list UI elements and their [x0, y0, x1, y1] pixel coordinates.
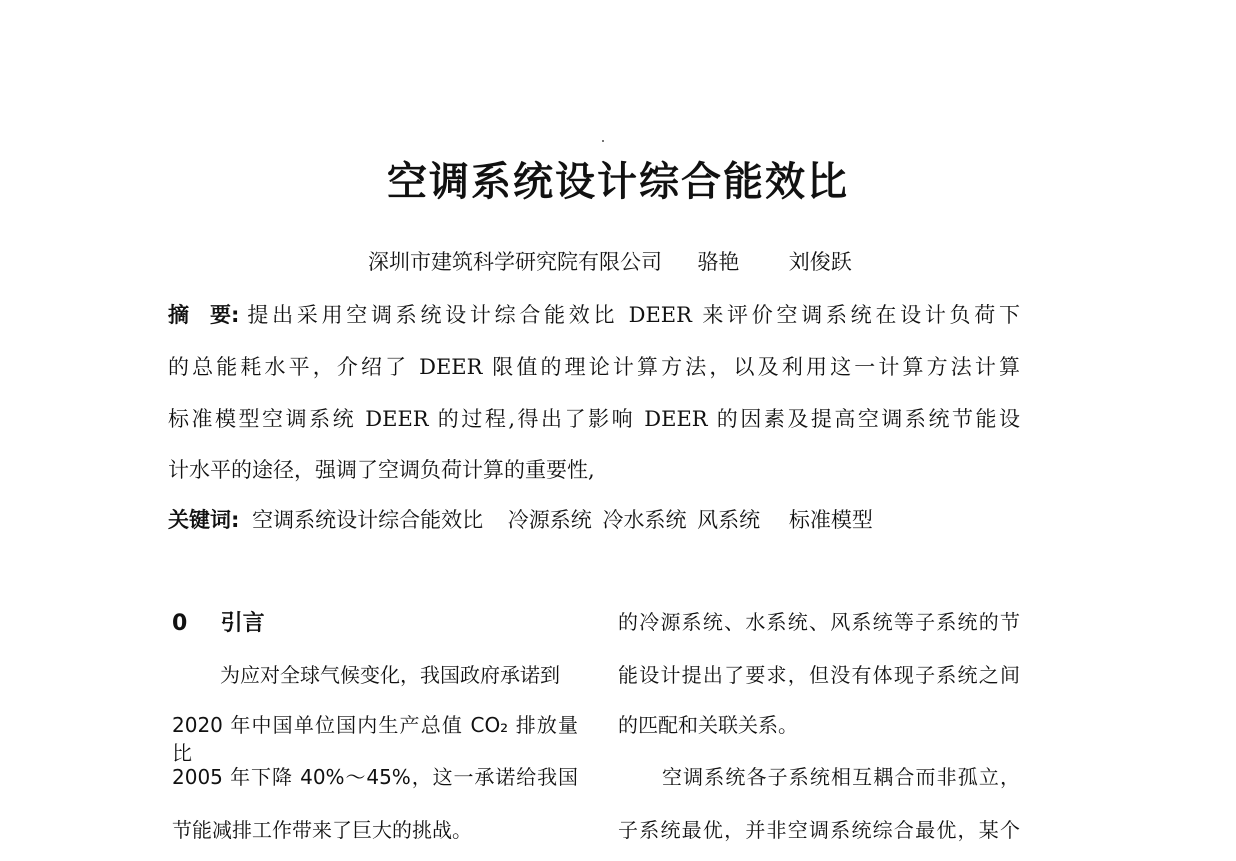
- keyword: 空调系统设计综合能效比: [252, 508, 484, 532]
- abstract-text: 计水平的途径，强调了空调负荷计算的重要性,: [168, 458, 595, 482]
- keyword: 冷源系统: [507, 508, 592, 532]
- body-line: 为应对全球气候变化，我国政府承诺到: [220, 663, 560, 687]
- section-heading: [172, 610, 265, 638]
- abstract-text: 标准模型空调系统 DEER 的过程,得出了影响 DEER 的因素及提高空调系统节能设: [168, 407, 1020, 431]
- abstract-line: [168, 301, 1020, 329]
- keyword: 风系统: [697, 508, 761, 532]
- abstract-label: 摘 要:: [168, 303, 240, 327]
- body-line: 2020 年中国单位国内生产总值 CO₂ 排放量比: [172, 713, 578, 765]
- keywords-label: 关键词:: [168, 508, 240, 532]
- body-line: 的匹配和关联关系。: [618, 713, 798, 737]
- section-number: 0: [172, 611, 188, 636]
- section-title: 引言: [220, 611, 265, 636]
- affiliation-line: [368, 248, 852, 276]
- abstract-text: 提出采用空调系统设计综合能效比 DEER 来评价空调系统在设计负荷下: [247, 303, 1020, 327]
- body-line: 2005 年下降 40%～45%，这一承诺给我国: [172, 765, 578, 789]
- keyword: 冷水系统: [602, 508, 687, 532]
- body-line: 的冷源系统、水系统、风系统等子系统的节: [618, 610, 1020, 634]
- body-line: 子系统最优，并非空调系统综合最优，某个: [618, 818, 1020, 842]
- body-line: 空调系统各子系统相互耦合而非孤立，: [662, 765, 1020, 789]
- keywords-line: [168, 506, 873, 534]
- author: 刘俊跃: [788, 250, 852, 274]
- scan-speck: [602, 140, 604, 142]
- author: 骆艳: [697, 250, 740, 274]
- paper-title: 空调系统设计综合能效比: [387, 159, 849, 205]
- affiliation: 深圳市建筑科学研究院有限公司: [368, 250, 662, 274]
- body-line: 能设计提出了要求，但没有体现子系统之间: [618, 663, 1020, 687]
- keyword: 标准模型: [788, 508, 873, 532]
- body-line: 节能减排工作带来了巨大的挑战。: [172, 818, 472, 842]
- abstract-text: 的总能耗水平，介绍了 DEER 限值的理论计算方法，以及利用这一计算方法计算: [168, 355, 1020, 379]
